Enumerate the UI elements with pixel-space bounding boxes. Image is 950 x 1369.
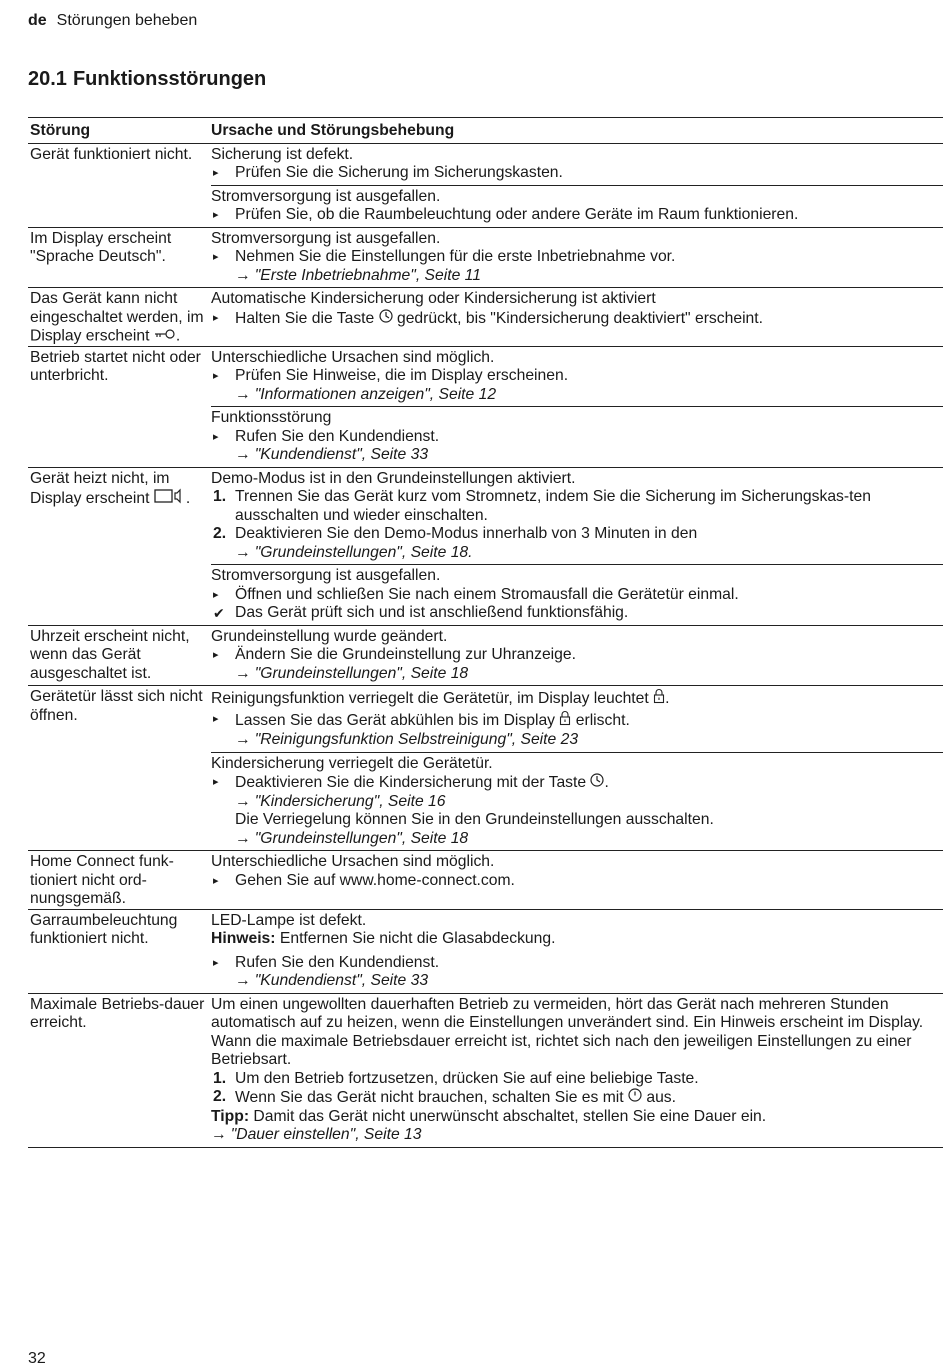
cross-reference	[211, 267, 943, 286]
cross-reference	[211, 386, 943, 405]
arrow-icon: →	[235, 385, 251, 403]
cause-cell	[211, 468, 943, 625]
action-text: Halten Sie die Taste	[235, 309, 375, 327]
troubleshooting-table	[28, 117, 943, 1148]
fault-cell: Gerät funktioniert nicht.	[30, 145, 193, 163]
fault-cell: Betrieb startet nicht oder unterbricht.	[30, 348, 201, 385]
page-header	[28, 12, 197, 30]
action-text: Rufen Sie den Kundendienst.	[235, 953, 440, 971]
cause-text: Demo-Modus ist in den Grundeinstellungen aktiviert.	[211, 469, 576, 487]
table-header	[28, 118, 943, 144]
step-item	[211, 525, 943, 544]
cross-reference	[211, 793, 943, 812]
hint	[211, 930, 943, 949]
step-text: Wenn Sie das Gerät nicht brauchen, schalten Sie es mit	[235, 1089, 624, 1107]
reference-text: "Grundeinstellungen", Seite 18	[254, 664, 469, 682]
clock-icon	[590, 773, 604, 793]
cause-text: Unterschiedliche Ursachen sind möglich.	[211, 348, 495, 366]
action-text: Gehen Sie auf www.home-connect.com.	[235, 871, 515, 889]
action-text: Prüfen Sie Hinweise, die im Display erscheinen.	[235, 367, 569, 385]
table-row	[28, 228, 943, 289]
action-item: ▸ Deaktivieren Sie die Kindersicherung mit der Taste .	[213, 774, 609, 792]
step-number: 1.	[213, 1069, 227, 1087]
cross-reference	[211, 446, 943, 465]
fault-cell: Garraumbeleuchtung funktioniert nicht.	[30, 911, 178, 948]
cause-text: Grundeinstellung wurde geändert.	[211, 627, 448, 645]
cross-reference	[211, 830, 943, 849]
step-item	[211, 488, 943, 525]
tip-label: Tipp:	[211, 1107, 250, 1125]
cause-block	[211, 753, 943, 851]
cause-cell	[211, 910, 943, 993]
action-item	[211, 206, 943, 225]
reference-text: "Kindersicherung", Seite 16	[254, 792, 446, 810]
bullet-marker: ▸	[213, 167, 219, 179]
cause-block	[211, 686, 943, 753]
hint-text: Entfernen Sie nicht die Glasabdeckung.	[279, 930, 556, 948]
bullet-marker: ▸	[213, 370, 219, 383]
arrow-icon: →	[235, 266, 251, 284]
action-text: gedrückt, bis "Kindersicherung deaktiviert" erscheint.	[396, 309, 763, 327]
cause-cell	[211, 686, 943, 850]
action-text: Prüfen Sie die Sicherung im Sicherungskasten.	[235, 164, 563, 181]
fault-cell: Das Gerät kann nicht eingeschaltet werden, im Display erscheint .	[30, 290, 204, 345]
power-icon	[628, 1088, 642, 1108]
action-item	[211, 586, 943, 605]
bullet-marker: ▸	[213, 311, 219, 324]
bullet-marker: ▸	[213, 874, 219, 887]
page-number: 32	[28, 1350, 46, 1367]
bullet-marker: ▸	[213, 956, 219, 969]
cause-text: Stromversorgung ist ausgefallen.	[211, 567, 441, 585]
arrow-icon: →	[235, 829, 251, 847]
action-text: Ändern Sie die Grundeinstellung zur Uhranzeige.	[235, 646, 576, 664]
column-header-fault: Störung	[30, 122, 91, 139]
action-text: Öffnen und schließen Sie nach einem Stromausfall die Gerätetür einmal.	[235, 585, 739, 603]
bullet-marker: ▸	[213, 776, 219, 789]
table-row	[28, 468, 943, 626]
step-text: Deaktivieren Sie den Demo-Modus innerhalb von 3 Minuten in den	[235, 525, 698, 543]
cause-block	[211, 565, 943, 625]
fault-cell: Uhrzeit erscheint nicht, wenn das Gerät ausgeschaltet ist.	[30, 627, 190, 682]
cause-block	[211, 186, 943, 227]
cause-text: Kindersicherung verriegelt die Gerätetür.	[211, 754, 493, 772]
step-text: Um den Betrieb fortzusetzen, drücken Sie auf eine beliebige Taste.	[235, 1069, 699, 1087]
action-item	[211, 428, 943, 447]
reference-text: "Kundendienst", Seite 33	[254, 972, 429, 990]
arrow-icon: →	[235, 792, 251, 810]
cause-block	[211, 994, 943, 1147]
action-text: Deaktivieren Sie die Kindersicherung mit der Taste	[235, 774, 587, 792]
cause-block	[211, 228, 943, 288]
action-item	[211, 954, 943, 973]
cause-cell	[211, 288, 943, 346]
fault-cell: Maximale Betriebs-dauer erreicht.	[30, 995, 205, 1032]
cause-text: Funktionsstörung	[211, 409, 332, 427]
step-item	[211, 1088, 943, 1108]
cause-text: Unterschiedliche Ursachen sind möglich.	[211, 853, 495, 871]
reference-text: "Erste Inbetriebnahme", Seite 11	[254, 266, 481, 284]
table-row	[28, 288, 943, 347]
fault-cell: Gerätetür lässt sich nicht öffnen.	[30, 688, 203, 724]
cause-cell	[211, 144, 943, 227]
cross-reference	[211, 1126, 943, 1145]
clock-icon	[379, 309, 393, 329]
cause-cell	[211, 626, 943, 686]
cause-block	[211, 144, 943, 186]
action-item	[211, 309, 943, 329]
action-item	[211, 164, 943, 183]
reference-text: "Dauer einstellen", Seite 13	[230, 1126, 422, 1144]
table-row	[28, 144, 943, 228]
cause-cell	[211, 994, 943, 1147]
bullet-marker: ▸	[213, 588, 219, 601]
column-header-cause: Ursache und Störungsbehebung	[211, 122, 455, 139]
cause-text: Automatische Kindersicherung oder Kindersicherung ist aktiviert	[211, 290, 656, 307]
cause-cell	[211, 851, 943, 909]
table-row	[28, 626, 943, 687]
result-text: Das Gerät prüft sich und ist anschließend funktionsfähig.	[235, 604, 629, 622]
cause-text: Reinigungsfunktion verriegelt die Gerätetür, im Display leuchtet .	[211, 688, 943, 710]
table-row	[28, 910, 943, 994]
reference-text: "Kundendienst", Seite 33	[254, 446, 429, 464]
paragraph: Um einen ungewollten dauerhaften Betrieb zu vermeiden, hört das Gerät nach mehreren Stunden automatisch auf zu heizen, wenn die Einstellungen unverändert sind. Ein Hinweis erscheint im Display.	[211, 995, 924, 1032]
reference-text: "Grundeinstellungen", Seite 18.	[254, 543, 473, 561]
cross-reference	[211, 665, 943, 684]
cause-cell	[211, 347, 943, 467]
hint-label: Hinweis:	[211, 930, 276, 948]
cause-block	[211, 468, 943, 566]
check-icon: ✔	[213, 605, 225, 622]
table-row	[28, 347, 943, 468]
cause-block	[211, 288, 943, 330]
bullet-marker: ▸	[213, 209, 219, 221]
arrow-icon: →	[235, 664, 251, 682]
section-heading: Funktionsstörungen	[72, 68, 267, 90]
fault-text: Das Gerät kann nicht eingeschaltet werden, im Display erscheint	[30, 290, 204, 345]
arrow-icon: →	[235, 446, 251, 464]
action-text: Nehmen Sie die Einstellungen für die erste Inbetriebnahme vor.	[235, 248, 676, 265]
section-number: 20.1	[28, 68, 67, 90]
tip-text: Damit das Gerät nicht unerwünscht abschaltet, stellen Sie eine Dauer ein.	[253, 1107, 767, 1125]
cross-reference	[211, 544, 943, 563]
action-text: Lassen Sie das Gerät abkühlen bis im Display	[235, 711, 556, 729]
reference-text: "Informationen anzeigen", Seite 12	[254, 385, 497, 403]
cause-cell	[211, 228, 943, 288]
table-row	[28, 994, 943, 1147]
fault-text: Gerät heizt nicht, im Display erscheint	[30, 469, 170, 508]
action-text: erlischt.	[575, 711, 630, 729]
cause-text: Stromversorgung ist ausgefallen.	[211, 187, 441, 205]
bullet-marker: ▸	[213, 430, 219, 443]
step-text: Trennen Sie das Gerät kurz vom Stromnetz, indem Sie die Sicherung im Sicherungskas-ten ausschalten und wieder einschalten.	[235, 488, 871, 524]
cause-text: Stromversorgung ist ausgefallen.	[211, 229, 441, 247]
cause-block	[211, 910, 943, 993]
lock-icon	[653, 688, 665, 710]
fault-cell: Gerät heizt nicht, im Display erscheint .	[28, 468, 211, 625]
action-item	[211, 646, 943, 665]
arrow-icon: →	[235, 731, 251, 749]
section-title	[28, 68, 266, 91]
note-text: Die Verriegelung können Sie in den Grundeinstellungen ausschalten.	[235, 811, 714, 829]
cause-block	[211, 851, 943, 892]
cross-reference	[211, 972, 943, 991]
language-code: de	[28, 12, 47, 29]
bullet-marker: ▸	[213, 712, 219, 725]
table-row	[28, 851, 943, 910]
step-number: 2.	[213, 525, 227, 543]
step-item	[211, 1070, 943, 1089]
action-item	[211, 248, 943, 267]
step-number: 1.	[213, 488, 227, 506]
bullet-marker: ▸	[213, 251, 219, 263]
cause-block	[211, 347, 943, 408]
reference-text: "Reinigungsfunktion Selbstreinigung", Seite 23	[254, 731, 579, 749]
action-text: Prüfen Sie, ob die Raumbeleuchtung oder andere Geräte im Raum funktionieren.	[235, 206, 799, 223]
reference-text: "Grundeinstellungen", Seite 18	[254, 829, 469, 847]
action-text: Rufen Sie den Kundendienst.	[235, 427, 440, 445]
action-item	[211, 710, 943, 732]
action-item	[211, 367, 943, 386]
cause-text-part: Reinigungsfunktion verriegelt die Gerätetür, im Display leuchtet	[211, 690, 649, 708]
header-title: Störungen beheben	[56, 12, 198, 29]
demo-mode-icon	[154, 488, 186, 510]
arrow-icon: →	[235, 972, 251, 990]
lock-icon	[559, 710, 571, 732]
arrow-icon: →	[235, 543, 251, 561]
cross-reference	[211, 731, 943, 750]
step-number: 2.	[213, 1088, 227, 1106]
cause-block	[211, 626, 943, 686]
cause-text: LED-Lampe ist defekt.	[211, 911, 367, 929]
arrow-icon: →	[211, 1126, 227, 1144]
cause-block	[211, 407, 943, 467]
step-text: aus.	[646, 1089, 676, 1107]
fault-cell: Im Display erscheint "Sprache Deutsch".	[30, 229, 172, 265]
fault-cell: Home Connect funk-tioniert nicht ord-nungsgemäß.	[30, 853, 174, 908]
bullet-marker: ▸	[213, 649, 219, 662]
action-item	[211, 872, 943, 891]
table-row	[28, 686, 943, 851]
key-icon	[154, 327, 176, 346]
tip	[211, 1108, 943, 1127]
paragraph: Wann die maximale Betriebsdauer erreicht ist, richtet sich nach den jeweiligen Einstellungen zu einer Betriebsart.	[211, 1032, 912, 1069]
result-item	[211, 604, 943, 623]
cause-text: Sicherung ist defekt.	[211, 145, 354, 163]
